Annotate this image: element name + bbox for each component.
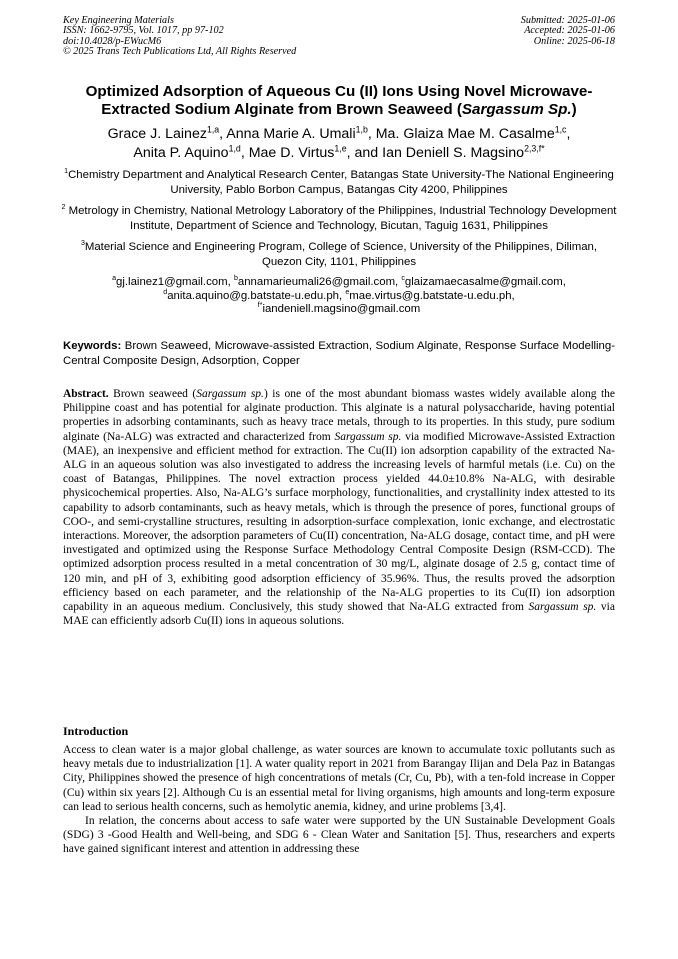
doi[interactable]: doi:10.4028/p-EWucM6 bbox=[63, 35, 162, 47]
author: Ian Deniell S. Magsino bbox=[382, 145, 525, 161]
email-sup: f* bbox=[257, 302, 263, 310]
author-list: Grace J. Lainez$^{1,a}$, Anna Marie A. Umali$^{1,b}$, Ma. Glaiza Mae M. Casalme$^{1,c}$, Anita P. Aquino$^{1,d}$, Mae D. Virtus$^{1,e}$, and Ian Deniell S. Magsino$^{2,3,f*}$ bbox=[107, 124, 571, 161]
affiliation-sup: 2 bbox=[61, 204, 66, 212]
accepted-date: Accepted: 2025-01-06 bbox=[524, 25, 615, 37]
title-line-1: Optimized Adsorption of Aqueous Cu (II) Ions Using Novel Microwave- bbox=[85, 83, 593, 100]
keywords-text: Brown Seaweed, Microwave-assisted Extraction, Sodium Alginate, Response Surface Modelling-Central Composite Design, Adsorption, Copper bbox=[63, 340, 615, 367]
intro-paragraph-2: In relation, the concerns about access to safe water were supported by the UN Sustainable Development Goals (SDG) 3 -Good Health and Well-being, and SDG 6 - Clean Water and Sanitation [5]. Thus, researchers and experts have gained significant interest and attention in addressing these bbox=[63, 815, 615, 856]
email-a[interactable]: gj.lainez1@gmail.com, bbox=[116, 276, 231, 288]
online-date: Online: 2025-06-18 bbox=[533, 35, 615, 47]
author-sup: 2,3,f* bbox=[524, 143, 545, 154]
abstract-text: Brown seaweed ( bbox=[108, 388, 197, 400]
affiliation-3 bbox=[60, 240, 618, 270]
author-emails bbox=[60, 276, 618, 317]
intro-paragraph-1: Access to clean water is a major global challenge, as water sources are known to accumulate toxic pollutants such as heavy metals due to industrialization [1]. A water quality report in 2021 from Barangay Ilijan and Dela Paz in Batangas City, Philippines showed the presence of high concentrations of metals (Cr, Cu, Pb), with a ten-fold increase in Copper (Cu) within six years [2]. Although Cu is an essential metal for living organisms, high amounts and long-term exposure can lead to serious health concerns, such as hemolytic anemia, kidney, and urine problems [3,4]. bbox=[63, 744, 615, 813]
email-sup: e bbox=[345, 288, 350, 296]
author-sup: 1,d bbox=[228, 143, 241, 154]
author: Anita P. Aquino bbox=[133, 145, 229, 161]
affiliation-text: Metrology in Chemistry, National Metrology Laboratory of the Philippines, Industrial Technology Development Institute, Department of Science and Technology, Bicutan, Taguig 1631, Philippines bbox=[65, 205, 617, 232]
keywords-label: Keywords: bbox=[63, 340, 122, 352]
affiliation-text: Chemistry Department and Analytical Research Center, Batangas State University-The National Engineering University, Pablo Borbon Campus, Batangas City 4200, Philippines bbox=[68, 169, 614, 196]
email-c[interactable]: glaizamaecasalme@gmail.com, bbox=[404, 276, 566, 288]
paper-title bbox=[40, 83, 638, 119]
author-sup: 1,b bbox=[355, 124, 368, 135]
journal-name: Key Engineering Materials bbox=[63, 15, 174, 26]
introduction-body bbox=[63, 743, 615, 857]
author: Mae D. Virtus bbox=[248, 145, 335, 161]
journal-header bbox=[63, 16, 296, 57]
abstract-text: via modified Microwave-Assisted Extraction (MAE), an inexpensive and efficient method for extraction. The Cu(II) ion adsorption capability of the extracted Na-ALG in an aqueous solution was also investigated to address the increasing levels of harmful metals (i.e. Cu) on the coast of Batangas, Philippines. The novel extraction process yielded 44.0±10.8% Na-ALG, with desirable physicochemical properties. Also, Na-ALG’s surface morphology, functionalities, and crystallinity index attested to its capability to adsorb contaminants, such as heavy metals, which is through the presence of pores, functional groups of COO-, and semi-crystalline structures, resulting in adsorption-surface complexation, ionic exchange, and electrostatic interactions. Moreover, the adsorption parameters of Cu(II) concentration, Na-ALG dosage, contact time, and pH were investigated and optimized using the Response Surface Methodology Central Composite Design (RSM-CCD). The optimized adsorption process resulted in a metal concentration of 30 mg/L, alginate dosage of 2.5 g, contact time of 120 min, and pH of 3, exhibiting good adsorption efficiency of 35.96%. Thus, the results proved the adsorption efficiency based on each parameter, and the relationship of the Na-ALG properties to its Cu(II) ion adsorption capability in an aqueous medium. Conclusively, this study showed that Na-ALG extracted from bbox=[63, 430, 615, 614]
dates-header bbox=[521, 16, 615, 47]
author: Ma. Glaiza Mae M. Casalme bbox=[375, 126, 555, 142]
author-sup: 1,a bbox=[206, 124, 220, 135]
species-name: Sargassum sp. bbox=[334, 430, 402, 443]
email-sup: a bbox=[112, 275, 117, 283]
abstract bbox=[63, 387, 615, 628]
author-sup: 1,c bbox=[554, 124, 567, 135]
email-f[interactable]: iandeniell.magsino@gmail.com bbox=[262, 303, 421, 316]
title-line-2-pre: Extracted Sodium Alginate from Brown Seaweed ( bbox=[101, 101, 462, 118]
copyright: © 2025 Trans Tech Publications Ltd, All Rights Reserved bbox=[63, 45, 297, 57]
abstract-text: ) is one of the most abundant biomass wastes widely available along the Philippine coast and has potential for alginate production. This alginate is a natural polysaccharide, having potential properties in adsorbing contaminants, such as heavy trace metals, through to its properties. In this study, pure sodium alginate (Na-ALG) was extracted and characterized from bbox=[63, 388, 615, 443]
species-name: Sargassum sp. bbox=[528, 601, 597, 614]
email-sup: c bbox=[401, 275, 405, 283]
abstract-label: Abstract. bbox=[63, 388, 109, 400]
title-species: Sargassum Sp. bbox=[461, 101, 572, 118]
email-b[interactable]: annamarieumali26@gmail.com, bbox=[237, 276, 399, 288]
author: Anna Marie A. Umali bbox=[226, 126, 356, 142]
affiliation-sup: 1 bbox=[64, 168, 69, 176]
email-d[interactable]: anita.aquino@g.batstate-u.edu.ph, bbox=[167, 289, 343, 302]
email-sup: b bbox=[233, 275, 238, 283]
species-name: Sargassum sp. bbox=[196, 388, 264, 400]
author: Grace J. Lainez bbox=[107, 126, 207, 142]
issn: ISSN: 1662-9795, Vol. 1017, pp 97-102 bbox=[63, 25, 224, 37]
introduction-heading: Introduction bbox=[63, 724, 129, 738]
email-sup: d bbox=[163, 288, 168, 296]
affiliation-1 bbox=[60, 168, 618, 198]
email-e[interactable]: mae.virtus@g.batstate-u.edu.ph, bbox=[349, 289, 515, 302]
affiliation-sup: 3 bbox=[80, 240, 85, 248]
title-line-2-post: ) bbox=[571, 101, 577, 118]
affiliation-text: Material Science and Engineering Program, College of Science, University of the Philippines, Diliman, Quezon City, 1101, Philippines bbox=[84, 241, 598, 268]
author-sup: 1,e bbox=[334, 143, 347, 154]
submitted-date: Submitted: 2025-01-06 bbox=[520, 15, 615, 26]
keywords bbox=[63, 339, 615, 368]
abstract-text: via MAE can efficiently adsorb Cu(II) ions in aqueous solutions. bbox=[63, 601, 615, 628]
affiliation-2 bbox=[60, 204, 618, 234]
